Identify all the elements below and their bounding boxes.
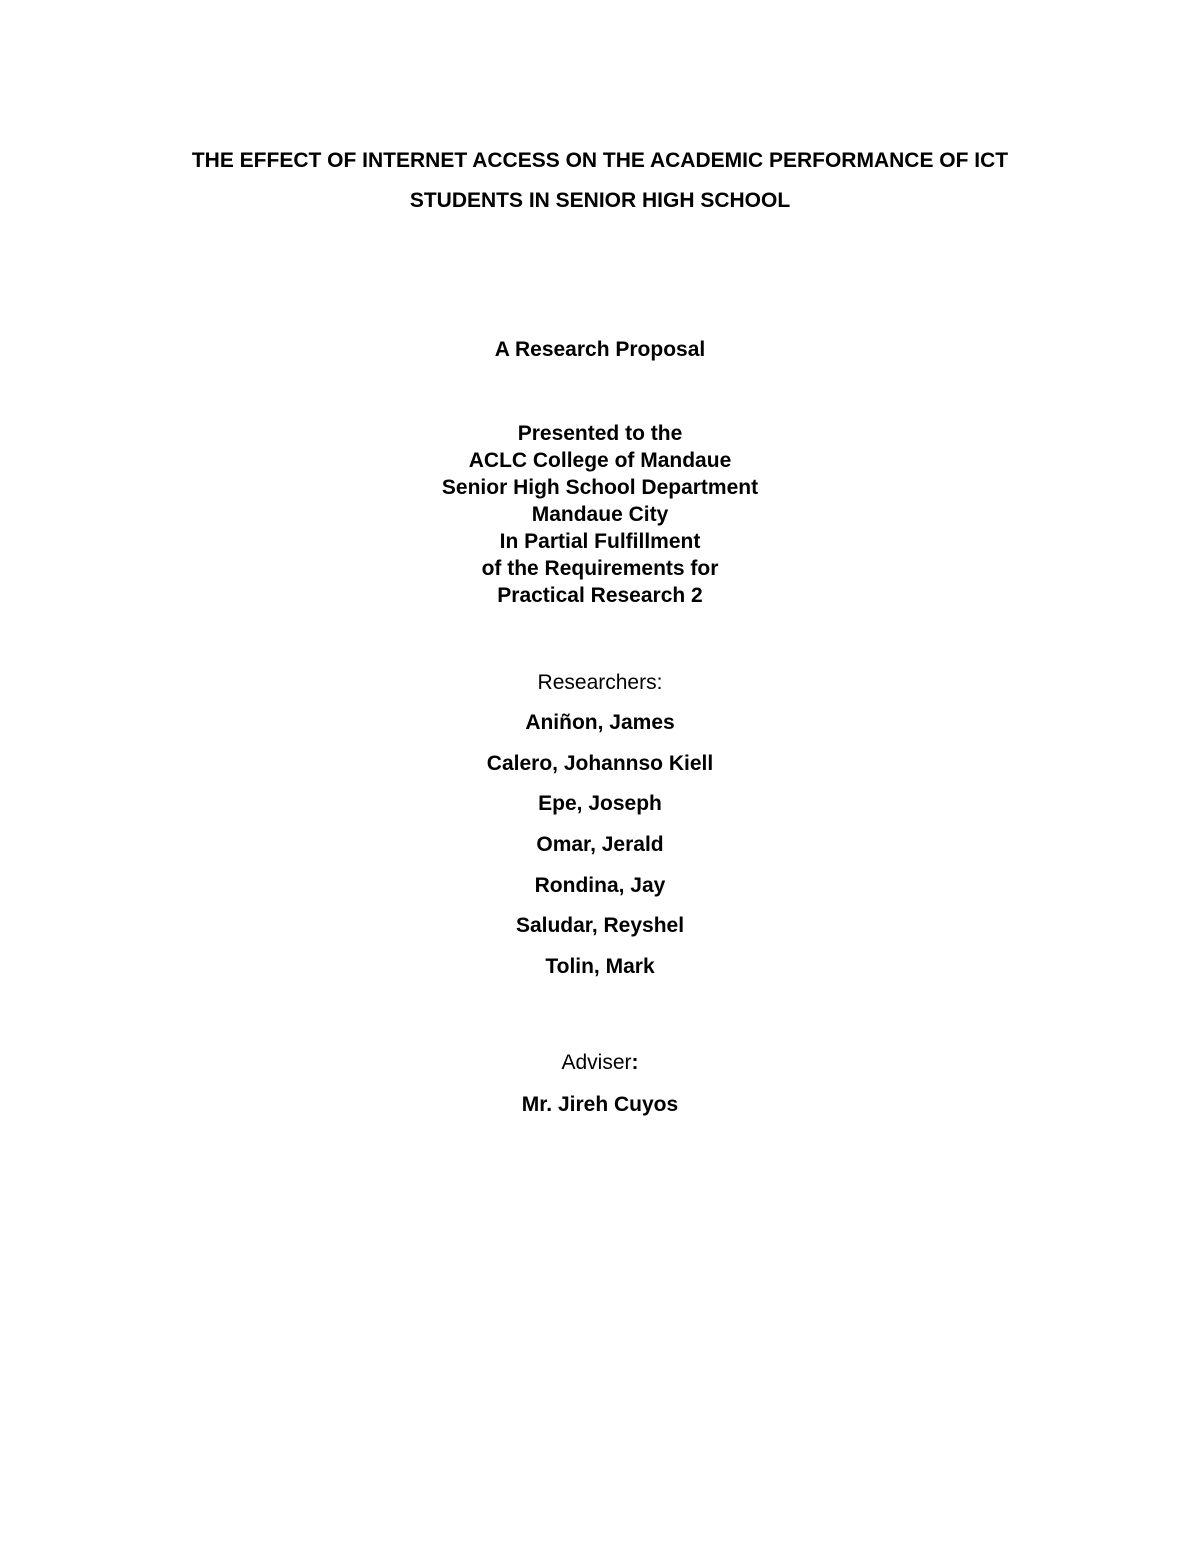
researcher-name: Calero, Johannso Kiell	[486, 751, 714, 775]
researcher-name: Rondina, Jay	[534, 873, 666, 897]
presented-line: ACLC College of Mandaue	[468, 449, 732, 472]
researchers-list	[0, 703, 1200, 988]
adviser-label: Adviser	[561, 1051, 632, 1074]
presented-line: Senior High School Department	[441, 476, 759, 499]
researcher-name: Epe, Joseph	[538, 792, 662, 816]
adviser-name: Mr. Jireh Cuyos	[521, 1093, 679, 1116]
researchers-label: Researchers:	[537, 671, 663, 694]
researcher-name: Tolin, Mark	[545, 955, 655, 979]
title-line-1: THE EFFECT OF INTERNET ACCESS ON THE ACADEMIC PERFORMANCE OF ICT	[191, 149, 1009, 172]
adviser-label-line	[0, 1049, 1200, 1076]
adviser-colon: :	[631, 1051, 639, 1074]
presented-line: Mandaue City	[531, 503, 669, 526]
title-line-2: STUDENTS IN SENIOR HIGH SCHOOL	[409, 189, 791, 212]
presented-line: In Partial Fulfillment	[499, 530, 701, 553]
researcher-name: Omar, Jerald	[536, 833, 664, 857]
document-subtitle: A Research Proposal	[494, 338, 706, 361]
researcher-name: Aniñon, James	[525, 711, 675, 734]
document-title	[0, 141, 1200, 221]
researcher-name: Saludar, Reyshel	[515, 914, 685, 938]
presented-line: of the Requirements for	[481, 557, 719, 580]
presented-line: Presented to the	[517, 422, 683, 445]
presented-block	[0, 420, 1200, 609]
presented-line: Practical Research 2	[497, 584, 703, 607]
